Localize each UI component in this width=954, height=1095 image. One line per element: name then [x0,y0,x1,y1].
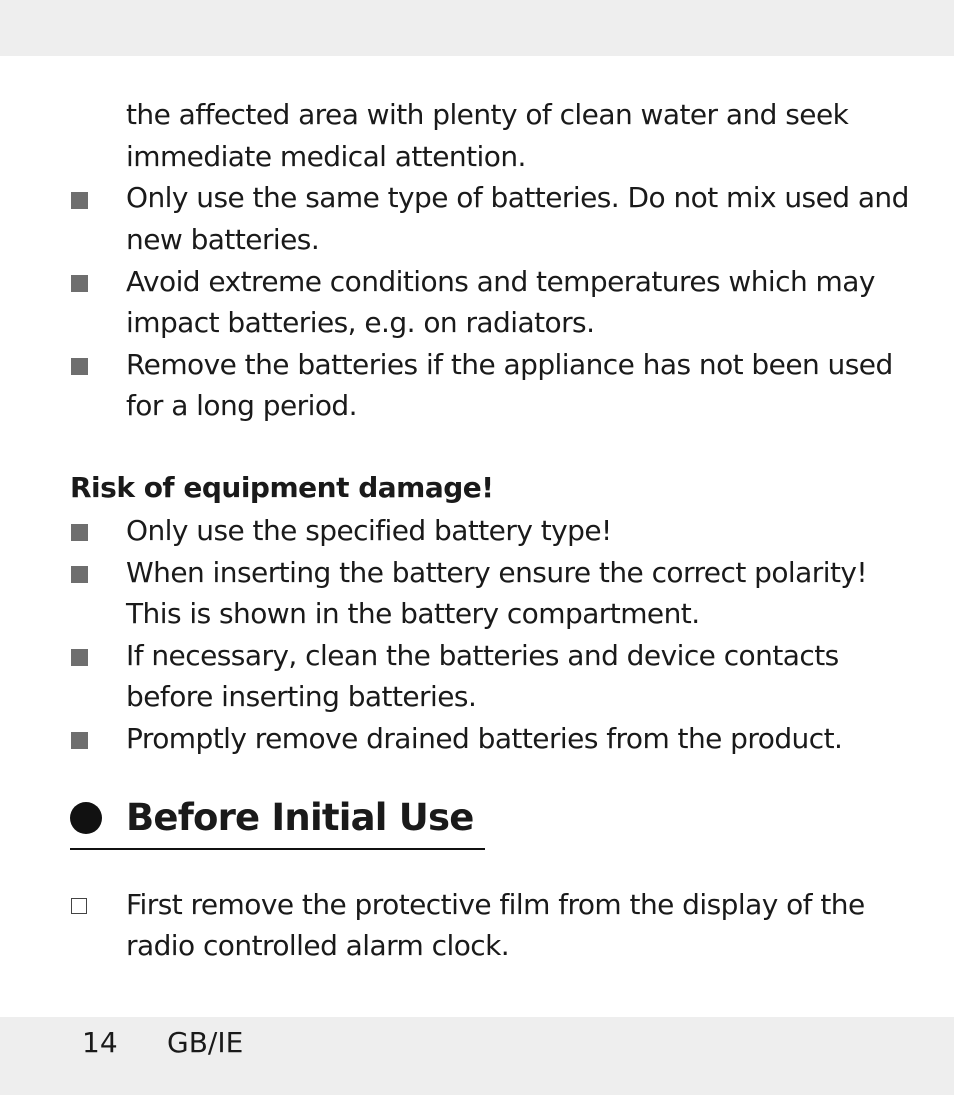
list-item: Only use the same type of batteries. Do not mix used and [126,181,909,214]
list-item: for a long period. [126,389,357,422]
list-item: Remove the batteries if the appliance has not been used [126,348,893,381]
section-dot-icon [70,802,102,834]
intro-line: immediate medical attention. [126,140,526,173]
section-heading: Before Initial Use [126,796,474,839]
step-item: radio controlled alarm clock. [126,929,510,962]
list-item: before inserting batteries. [126,680,477,713]
square-bullet-icon [71,649,88,666]
square-bullet-icon [71,524,88,541]
square-bullet-icon [71,358,88,375]
region-label: GB/IE [167,1026,244,1059]
page-footer-band [0,1017,954,1095]
checkbox-bullet-icon [71,898,87,914]
section-underline [70,848,485,850]
list-item: new batteries. [126,223,320,256]
square-bullet-icon [71,566,88,583]
list-item: impact batteries, e.g. on radiators. [126,306,595,339]
list-item: When inserting the battery ensure the correct polarity! [126,556,868,589]
square-bullet-icon [71,192,88,209]
list-item: Only use the specified battery type! [126,514,612,547]
list-item: Avoid extreme conditions and temperatures which may [126,265,875,298]
page-number: 14 [82,1026,118,1059]
page-top-band [0,0,954,56]
list-item: Promptly remove drained batteries from the product. [126,722,843,755]
square-bullet-icon [71,732,88,749]
intro-line: the affected area with plenty of clean water and seek [126,98,849,131]
list-item: This is shown in the battery compartment. [126,597,700,630]
step-item: First remove the protective film from the display of the [126,888,865,921]
square-bullet-icon [71,275,88,292]
subsection-heading: Risk of equipment damage! [70,471,494,504]
list-item: If necessary, clean the batteries and device contacts [126,639,839,672]
